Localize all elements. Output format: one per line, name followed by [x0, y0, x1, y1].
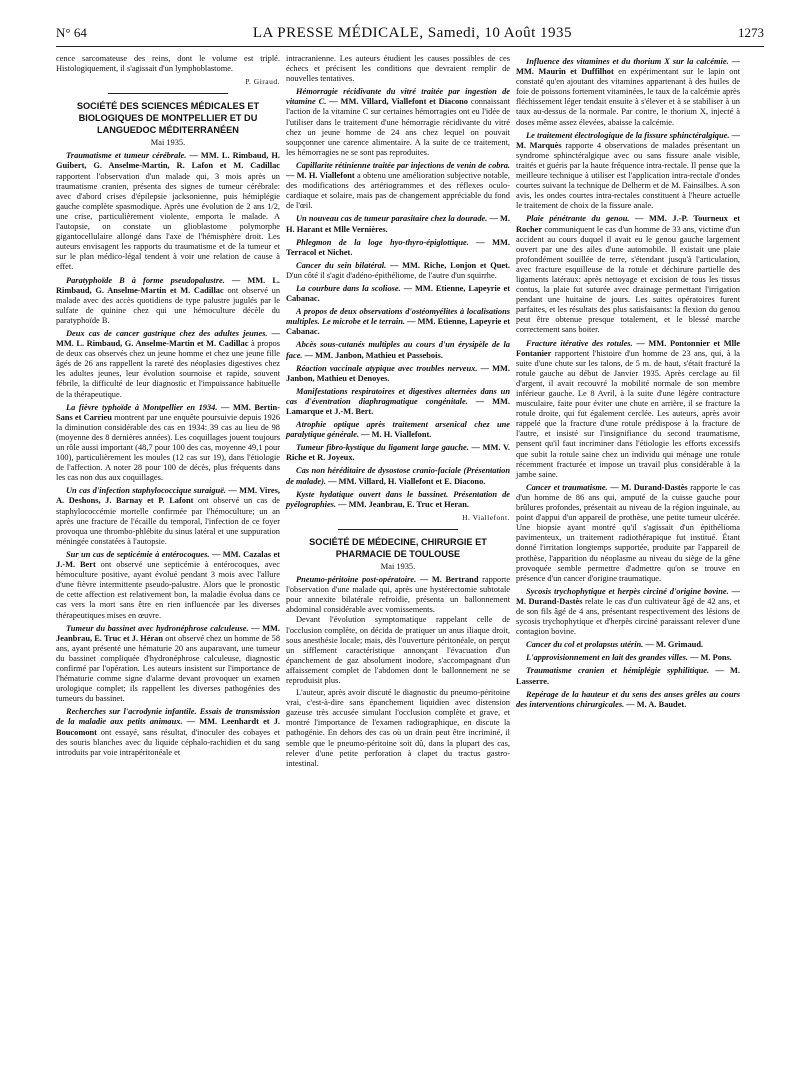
entry	[516, 483, 740, 584]
entry-title: Paratyphoïde B à forme pseudopalustre.	[66, 275, 225, 285]
entry	[516, 640, 740, 650]
entry-title: Kyste hydatique ouvert dans le bassinet. Présentation de pyélographies.	[286, 489, 510, 509]
entry-title: Tumeur fibro-kystique du ligament large gauche.	[296, 443, 469, 453]
entry-authors: — MM. Janbon, Mathieu et Denoyes.	[286, 363, 510, 383]
divider	[108, 93, 228, 94]
entry-title: Repérage de la hauteur et du sens des anses grêles au cours des interventions chirurgicales.	[516, 689, 740, 709]
entry-title: Cas non héréditaire de dysostose cranio-faciale (Présentation de malade).	[286, 466, 510, 486]
paragraph: Devant l'évolution symptomatique rappelant celle de l'occlusion complète, on décida de pratiquer un anus iliaque droit, sous anesthésie locale; mais, dès l'ouverture péritonéale, on perçut un sifflement caractéristique annonçant l'évacuation d'un épanchement de gaz absolument inodore, s'accompagnant d'un affaissement complet de l'abdomen dont le ballonnement ne se reproduisit plus.	[286, 615, 510, 685]
entry-text: D'un côté il s'agit d'adéno-épithéliome, de l'autre d'un squirrhe.	[286, 270, 497, 280]
entry-text: a obtenu une amélioration subjective notable, des modifications des artériogrammes et des réflexes oculo-cardiaque et solaire, mais pas de changement appréciable du fond de l'œil.	[286, 171, 510, 211]
entry-title: Sycosis trychophytique et herpès circiné d'origine bovine.	[526, 586, 729, 596]
entry-title: Un nouveau cas de tumeur parasitaire chez la dourade.	[296, 214, 488, 224]
entry	[56, 486, 280, 547]
entry	[286, 575, 510, 615]
entry-title: Un cas d'infection staphylococcique suraiguë.	[66, 486, 227, 496]
entry	[286, 420, 510, 440]
column-1	[56, 54, 280, 758]
entry-authors: — M. H. Viallefont.	[361, 430, 432, 440]
entry-authors: — M. H. Harant et Mlle Vernières.	[286, 214, 511, 234]
entry-text: connaissant l'action de la vitamine C sur certaines hémorragies ont eu l'idée de l'utiliser dans le traitement d'une hémorragie récidivante du vitré chez un jeune homme de 24 ans chez lequel on pouvait soupçonner une carence alimentaire. A la suite de ce traitement, les hémorragies ne se sont pas reproduites.	[286, 97, 510, 157]
signature: H. Viallefont.	[462, 512, 510, 522]
issue-number: N° 64	[56, 25, 87, 40]
signature: P. Giraud.	[245, 77, 280, 87]
entries-list	[286, 87, 510, 510]
entry	[286, 340, 510, 360]
entry-authors: — MM. Pontonnier et Mlle Fontanier	[516, 338, 740, 358]
entry-authors: — MM. Janbon, Mathieu et Passebois.	[304, 350, 443, 360]
entry-text: ont observé chez un homme de 58 ans, ayant présenté une hématurie 20 ans auparavant, une tumeur du bassinet compliquée d'hydronéphrose calculeuse, diagnostic confirmé par l'opération. Les auteurs insistent sur l'importance de l'hématurie comme signe d'alarme devant provoquer un examen urologique complet; ils rappellent les diverses pathogénies des tumeurs du bassinet.	[56, 633, 281, 704]
entry-text: relate le cas d'un cultivateur âgé de 42 ans, et de son fils âgé de 4 ans, présentant respectivement des lésions de sycosis trychophytique et d'herpès circiné paraissant relever d'une contagion bovine.	[516, 596, 740, 637]
entry-title: Tumeur du bassinet avec hydronéphrose calculeuse.	[66, 623, 249, 633]
entry	[286, 87, 510, 158]
entry-title: Cancer et traumatisme.	[526, 482, 608, 492]
entry-authors: — M. A. Baudet.	[626, 699, 687, 709]
entry-title: A propos de deux observations d'ostéomyélites à localisations multiples. Le microbe et le terrain.	[286, 307, 510, 327]
society-heading: SOCIÉTÉ DES SCIENCES MÉDICALES ET BIOLOGIQUES DE MONTPELLIER ET DU LANGUEDOC MÉDITERRANÉEN	[76, 101, 260, 136]
entry-text: à propos de deux cas observés chez un jeune homme et chez une jeune fille âgés de 26 ans rappellent la rareté des néoplasies digestives chez les adultes jeunes, leur évolution sournoise et rapide, souvent fébrile, la difficulté de leur diagnostic et l'impuissance habituelle de la thérapeutique.	[56, 339, 280, 399]
entry-authors: — MM. Terracol et Nichet.	[286, 237, 511, 257]
entry-authors: — MM. Jeanbrau, E. Truc et Heran.	[338, 499, 469, 509]
session-date: Mai 1935.	[150, 138, 186, 148]
journal-title: LA PRESSE MÉDICALE, Samedi, 10 Août 1935	[252, 24, 573, 41]
entry-authors: — MM. L. Rimbaud, H. Guibert, G. Anselme-Martin, R. Lafon et M. Cadillac	[56, 151, 280, 171]
entry	[516, 214, 740, 335]
entry-title: Réaction vaccinale atypique avec troubles nerveux.	[296, 363, 478, 373]
entry-title: Cancer du sein bilatéral.	[296, 260, 387, 270]
entry-text: rapportent l'histoire d'un homme de 23 ans, qui, à la suite d'une chute sur les talons, de 5 m. de haut, s'était fracturé la rotule gauche au début de Janvier 1935. Après cerclage au fil d'argent, il avait recouvré la mobilité normale de son membre inférieur gauche. Le 8 Avril, à la suite d'une légère contracture musculaire, faite pour éviter une chute en arrière, il se fracture la rotule droite, qui fut également cerclée. Les auteurs, après avoir rappelé que la fracture d'une rotule prédispose à la fracture de l'autre, et insisté sur l'insignifiance du second traumatisme, pensent qu'il faut incriminer dans l'étiologie les efforts excessifs que subit la rotule saine chez un individu qui ménage une rotule récemment fracturée et impose un travail plus considérable à la jambe saine.	[516, 348, 740, 479]
entry-text: ont observé une septicémie à entérocoques, avec hémoculture positive, ayant évolué pendant 3 mois avec l'allure d'une fièvre intermittente pseudo-palustre. Alors que le pronostic de cette affection est relativement bon, la maladie évolua dans ce cas vers la mort sans être en rien influencée par les diverses thérapeutiques mises en œuvre.	[56, 560, 280, 620]
paragraph: L'auteur, après avoir discuté le diagnostic du pneumo-péritoine vrai, c'est-à-dire sans épanchement liquidien avec distension gazeuse très accusée simulant l'occlusion complète et grave, et montré l'importance de l'examen radiographique, en discute la pathogénie. En dehors des cas où un drain peut être incriminé, il semble que le pneumo-péritoine soit dû, dans la plupart des cas, relever d'une petite perforation à clapet du tractus gastro-intestinal.	[286, 688, 510, 768]
entry-authors: — MM. L. Rimbaud, G. Anselme-Martin et M. Cadillac	[56, 328, 280, 349]
entry-text: rapporte le cas d'un homme de 86 ans qui, amputé de la cuisse gauche pour brûlures profondes, présentait au niveau de la région inguinale, au point d'appui d'un appareil de prothèse, une petite tumeur ulcérée. Une biopsie ayant montré qu'il s'agissait d'un épithélioma pavimenteux, un traitement radiothérapique fut institué. Étant donné l'irritation longtemps supportée, produite par l'appareil de prothèse, l'apparition du néoplasme au niveau du siège de la gêne provoquée semble permettre d'admettre qu'on se trouve en présence d'un cancer d'origine traumatique.	[516, 482, 741, 583]
entry	[56, 276, 280, 326]
entry	[516, 690, 740, 710]
entry-title: Sur un cas de septicémie à entérocoques.	[66, 549, 210, 559]
entry	[56, 707, 280, 757]
session-date: Mai 1935.	[380, 561, 416, 571]
entry-text: ont observé un malade avec des accès quotidiens de type palustre jugulés par le sulfate de quinine chez qui une hémoculture décèle du paratyphoïde B.	[56, 285, 281, 325]
entry	[286, 307, 510, 337]
entry	[286, 214, 510, 234]
entry-authors: — MM. J.-P. Tourneux et Rocher	[516, 214, 740, 234]
entry	[56, 624, 280, 705]
entry-text: ont essayé, sans résultat, d'inoculer des cobayes et des souris blanches avec du liquide céphalo-rachidien et du sang introduits par voie intrapéritonéale et	[56, 727, 281, 757]
entry-title: Cancer du col et prolapsus utérin.	[526, 640, 644, 650]
entry-authors: — MM. L. Rimbaud, G. Anselme-Martin et M. Cadillac	[56, 275, 280, 295]
divider	[338, 529, 458, 530]
entry-authors: — MM. Villard, H. Viallefont et E. Diacono.	[328, 476, 486, 486]
entry-authors: — MM. Jeanbrau, E. Truc et J. Héran	[56, 623, 281, 643]
entry	[286, 387, 510, 417]
entry	[286, 490, 510, 510]
entry-text: rapporte 4 observations de malades présentant un syndrome sphinctéralgique avec ou sans fissure anale visible, traités et guéris par la haute fréquence intra-rectale. Il pense que la meilleure technique à utiliser est l'application intra-rectale d'ondes courtes suivant la technique de Delherm et de M. Fainsilbes. A son avis, les ondes courtes intra-rectales constituent à l'heure actuelle le traitement de choix de la fissure anale.	[516, 140, 740, 211]
entry-authors: — MM. Lamarque et J.-M. Bert.	[286, 396, 511, 416]
entry-authors: — M. Bertrand	[419, 575, 479, 585]
entry	[56, 151, 280, 272]
entry-title: Atrophie optique après traitement arsenical chez une paralytique générale.	[286, 420, 510, 440]
intro-text: cence sarcomateuse des reins, dont le volume est triplé. Histologiquement, il s'agissait d'un lymphoblastome.	[56, 54, 280, 74]
entry-authors: — MM. Riche, Lonjon et Quet.	[389, 260, 511, 270]
entry-authors: — M. Grimaud.	[645, 640, 704, 650]
entry	[516, 653, 740, 663]
entry-title: Traumatisme cranien et hémiplégie syphilitique.	[526, 666, 710, 676]
entry	[286, 466, 510, 486]
entry-title: Influence des vitamines et du thorium X sur la calcémie.	[526, 57, 729, 66]
entry-title: Traumatisme et tumeur cérébrale.	[66, 151, 187, 161]
entry	[56, 550, 280, 621]
entry-title: Manifestations respiratoires et digestives alternées dans un cas d'éventration diaphragmatique congénitale.	[286, 386, 510, 406]
entry-authors: — M. Durand-Dastès	[516, 586, 740, 606]
entries-list	[516, 57, 740, 710]
entry	[516, 131, 740, 212]
entry-text: rapportent l'observation d'un malade qui, 3 mois après un traumatisme cranien, présenta des signes de tumeur cérébrale: avec d'abord crises d'épilepsie jacksonienne, puis hémiplégie gauche complète spasmodique. Après une évolution de 2 ans 1/2, une crise, particulièrement violente, emporta le malade. A l'autopsie, on constate un glioblastome polymorphe gigantocellulaire allongé dans l'axe de l'hémisphère droit. Les auteurs envisagent les rapports du traumatisme et de la tumeur et sur le plan médico-légal tendent à voir une relation de cause à effet.	[56, 171, 280, 272]
entry	[516, 339, 740, 480]
entry-authors: — MM. Bertin-Sans et Carrieu	[56, 402, 280, 422]
entry-text: communiquent le cas d'un homme de 33 ans, victime d'un accident au cours duquel il avait eu le genou gauche largement ouvert par une des ailes d'une automobile. Il existait une plaie profondément souillée de terre, s'étendant jusqu'à l'articulation, avec fracture esquilleuse de la rotule et déchirure partielle des ligaments latéraux: après nettoyage et excision de tous les tissus contus, la plaie fut suturée avec drainage permettant l'irrigation pendant une huitaine de jours. Les suites opératoires furent parfaites, et les résultats des plus satisfaisants: la flexion du genou peut être obtenue presque totalement, et le blessé marche correctement sans boiter.	[516, 224, 740, 335]
entry-title: Abcès sous-cutanés multiples au cours d'un érysipèle de la face.	[286, 340, 510, 360]
entry-authors: — MM. Etienne, Lapeyrie et Cabanac.	[286, 283, 510, 304]
entry	[286, 284, 510, 304]
entry-authors: — M. H. Viallefont	[286, 171, 355, 181]
entry-title: Plaie pénétrante du genou.	[526, 214, 630, 224]
entry-authors: — MM. Vires, A. Deshons, J. Barnay et P. Lafont	[56, 486, 281, 506]
entry	[286, 161, 510, 211]
entry-authors: — MM. Etienne, Lapeyrie et Cabanac.	[286, 317, 510, 337]
entry-text: rapporte l'observation d'une malade qui, après une hystérectomie subtotale pour annexite bilatérale refroidie, présenta un ballonnement abdominal considérable avec vomissements.	[286, 575, 511, 615]
entries-list	[56, 151, 280, 757]
entry	[286, 364, 510, 384]
entry-title: Fracture itérative des rotules.	[526, 338, 633, 348]
entry	[56, 329, 280, 400]
entry	[516, 666, 740, 686]
entry-title: Hémorragie récidivante du vitré traitée par ingestion de vitamine C.	[286, 87, 510, 107]
page-number: 1273	[738, 25, 764, 40]
entry-authors: — MM. Villard, Viallefont et Diacono	[329, 97, 468, 107]
entry-title: La fièvre typhoïde à Montpellier en 1934.	[66, 402, 218, 412]
entry-authors: — M. Marquès	[516, 130, 740, 150]
entry-authors: — M. Durand-Dastès	[610, 482, 688, 492]
entry	[56, 403, 280, 484]
entries-list	[286, 575, 510, 615]
entry-title: Deux cas de cancer gastrique chez des adultes jeunes.	[66, 328, 268, 338]
entry	[286, 238, 510, 258]
entry-authors: — M. Pons.	[690, 653, 732, 663]
column-2	[286, 54, 510, 771]
entry-title: Phlegmon de la loge hyo-thyro-épiglottique.	[296, 237, 469, 247]
entry-authors: — MM. Maurin et Duffilhot	[516, 57, 740, 77]
entry	[516, 587, 740, 637]
entry-title: L'approvisionnement en lait des grandes villes.	[526, 653, 688, 663]
entry	[286, 443, 510, 463]
entry	[286, 261, 510, 281]
entry	[516, 57, 740, 128]
entry-text: en expérimentant sur le lapin ont constaté qu'en ajoutant des vitamines appartenant à des huiles de foie de poissons fortement vitaminées, le taux de la calcémie après fléchissement léger tendait ensuite à s'élever et à se stabiliser à un taux au-dessus de la normale. Par contre, le thorium X, injecté à doses même assez élevées, abaisse la calcémie.	[516, 67, 741, 127]
page-header	[56, 20, 764, 47]
intro-text: intracranienne. Les auteurs étudient les causes possibles de ces échecs et précisent les conditions que devraient remplir de nouvelles tentatives.	[286, 54, 510, 84]
entry-title: Recherches sur l'acrodynie infantile. Essais de transmission de la maladie aux petits animaux.	[56, 707, 280, 727]
society-heading: SOCIÉTÉ DE MÉDECINE, CHIRURGIE ET PHARMACIE DE TOULOUSE	[309, 536, 487, 559]
entry-text: montrent par une enquête poursuivie depuis 1926 la diminution considérable des cas en 1934: 39 cas au lieu de 98 (moyenne des 8 dernières années). Les coquillages jouent toujours un rôle aussi important (48,7 pour 100 des cas, moyenne 49,1 pour 100), particulièrement les moules (12 cas sur 19), dans l'étiologie de l'affection. A noter 28 pour 100 de décès, plus fréquents dans les cas non dus aux coquillages.	[56, 412, 281, 483]
entry-text: ont observé un cas de staphylococcémie mortelle confirmée par l'hémoculture; un an après une fracture de l'écaille du temporal, l'infection de ce foyer provoqua une thrombo-phlébite du sinus latéral et une suppuration méningée constatées à l'autopsie.	[56, 496, 280, 546]
entry-title: La courbure dans la scoliose.	[296, 283, 401, 293]
entry-authors: — MM. V. Riche et R. Joyeux.	[286, 443, 511, 463]
entry-authors: — MM. Cazalas et J.-M. Bert	[56, 549, 280, 570]
entry-title: Pneumo-péritoine post-opératoire.	[296, 575, 417, 585]
entry-title: Capillarite rétinienne traitée par injections de venin de cobra.	[296, 160, 510, 170]
column-3	[516, 54, 740, 710]
entry-title: Le traitement électrologique de la fissure sphinctéralgique.	[526, 130, 730, 140]
entry-authors: — MM. Leenhardt et J. Boucomont	[56, 717, 280, 737]
entry-authors: — M. Lasserre.	[516, 666, 740, 686]
